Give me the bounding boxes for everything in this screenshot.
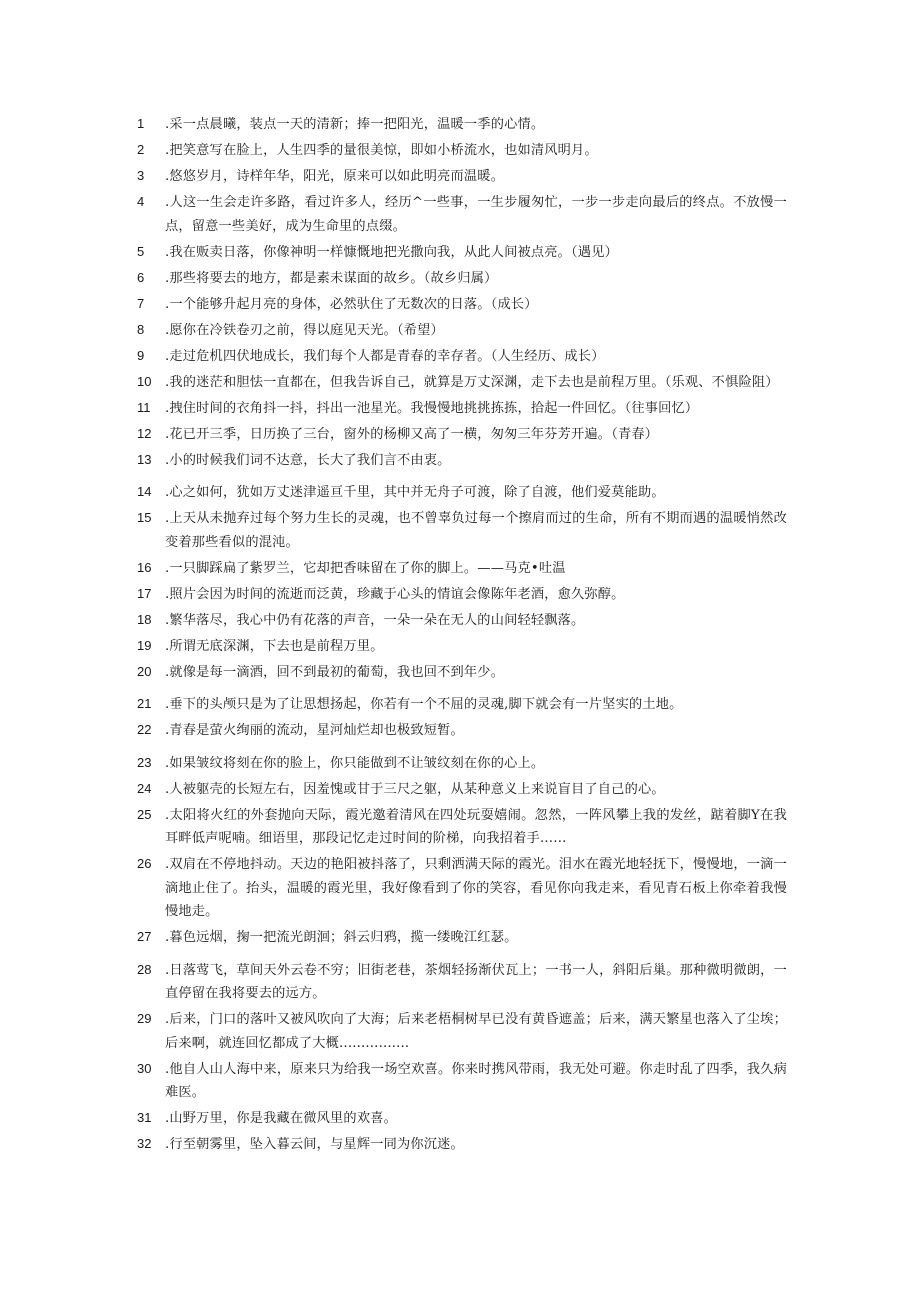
list-item	[137, 318, 787, 343]
item-number: 16	[137, 559, 152, 575]
item-text: .繁华落尽，我心中仍有花落的声音，一朵一朵在无人的山间轻轻飘落。	[165, 612, 585, 628]
item-text: .照片会因为时间的流逝而泛黄，珍藏于心头的情谊会像陈年老酒，愈久弥醇。	[165, 586, 625, 602]
item-number: 4	[137, 194, 145, 209]
item-text: .垂下的头颅只是为了让思想扬起，你若有一个不屈的灵魂,脚下就会有一片坚实的土地。	[165, 697, 683, 712]
item-number: 29	[137, 1011, 152, 1026]
item-number: 6	[137, 269, 145, 285]
item-number: 19	[137, 637, 152, 653]
item-text: .太阳将火红的外套抛向天际，霞光邀着清风在四处玩耍嬉闹。忽然，一阵风攀上我的发丝，踮着脚Y在我耳畔低声呢喃。细语里，那段记忆走过时间的阶梯，向我招着手……	[165, 807, 787, 846]
item-number: 28	[137, 961, 152, 977]
item-text: .青春是萤火绚丽的流动，星河灿烂却也极致短暂。	[165, 723, 464, 738]
item-text: .上天从未抛弃过每个努力生长的灵魂，也不曾辜负过每一个擦肩而过的生命，所有不期而遇的温暖悄然改变着那些看似的混沌。	[165, 511, 787, 550]
item-number: 12	[137, 425, 152, 441]
list-item	[137, 556, 787, 581]
item-text: .我在贩卖日落，你像神明一样慷慨地把光撒向我，从此人间被点亮。（遇见）	[165, 244, 618, 260]
item-number: 31	[137, 1110, 152, 1125]
list-item	[137, 582, 787, 607]
item-number: 14	[137, 484, 152, 499]
item-number: 13	[137, 451, 152, 467]
item-text: .心之如何，犹如万丈迷津遥亘千里，其中并无舟子可渡，除了自渡，他们爱莫能助。	[165, 485, 665, 500]
item-number: 23	[137, 754, 152, 770]
list-item	[137, 692, 787, 717]
list-item	[137, 718, 787, 743]
quote-list	[137, 112, 787, 1158]
list-item	[137, 608, 787, 633]
item-text: .双肩在不停地抖动。天边的艳阳被抖落了，只剩洒满天际的霞光。泪水在霞光地轻抚下，慢慢地，一滴一滴地止住了。抬头，温暖的霞光里，我好像看到了你的笑容，看见你向我走来，看见青石板上你牵着我慢慢地走。	[165, 857, 787, 919]
list-item	[137, 240, 787, 265]
item-text: .一只脚踩扁了紫罗兰，它却把香味留在了你的脚上。——马克•吐温	[165, 560, 566, 576]
item-number: 24	[137, 780, 152, 796]
item-text: .如果皱纹将刻在你的脸上，你只能做到不让皱纹刻在你的心上。	[165, 755, 545, 771]
list-item	[137, 422, 787, 447]
list-item	[137, 1132, 787, 1157]
item-text: .行至朝雾里，坠入暮云间，与星辉一同为你沉迷。	[165, 1137, 464, 1152]
item-text: .拽住时间的衣角抖一抖，抖出一池星光。我慢慢地挑挑拣拣，拾起一件回忆。（往事回忆）	[165, 400, 699, 416]
item-text: .暮色远烟，掬一把流光朗洄；斜云归鸦，揽一缕晚江红瑟。	[165, 930, 518, 945]
item-number: 22	[137, 722, 152, 737]
list-item	[137, 852, 787, 924]
item-text: .采一点晨曦，装点一天的清新；捧一把阳光，温暖一季的心情。	[165, 117, 545, 132]
item-number: 27	[137, 929, 152, 944]
list-item	[137, 925, 787, 950]
item-text: .把笑意写在脸上，人生四季的量很美惊，即如小桥流水，也如清风明月。	[165, 143, 598, 158]
item-text: .日落莺飞，草间天外云卷不穷；旧街老巷，茶烟轻扬渐伏瓦上；一书一人，斜阳后巢。那种微明微朗，一直停留在我将要去的远方。	[165, 962, 787, 1001]
item-text: .人被躯壳的长短左右，因羞愧或甘于三尺之躯，从某种意义上来说盲目了自己的心。	[165, 781, 665, 797]
list-item	[137, 1106, 787, 1131]
item-text: .我的迷茫和胆怯一直都在，但我告诉自己，就算是万丈深渊，走下去也是前程万里。（乐观、不惧险阻）	[165, 374, 779, 390]
list-item	[137, 448, 787, 473]
list-item	[137, 634, 787, 659]
item-number: 18	[137, 611, 152, 627]
list-item	[137, 480, 787, 505]
list-item	[137, 777, 787, 802]
item-text: .所谓无底深渊，下去也是前程万里。	[165, 638, 384, 654]
item-number: 15	[137, 510, 152, 525]
list-item	[137, 190, 787, 238]
item-number: 11	[137, 399, 151, 415]
list-item	[137, 751, 787, 776]
item-number: 9	[137, 347, 145, 363]
item-number: 10	[137, 373, 152, 389]
item-number: 26	[137, 856, 152, 871]
item-number: 7	[137, 295, 145, 311]
item-text: .后来，门口的落叶又被风吹向了大海；后来老梧桐树早已没有黄昏遮盖；后来，满天繁星也落入了尘埃；后来啊，就连回忆都成了大概................	[165, 1012, 787, 1051]
item-number: 2	[137, 142, 145, 157]
list-item	[137, 660, 787, 685]
item-text: .就像是每一滴酒，回不到最初的葡萄，我也回不到年少。	[165, 664, 505, 680]
item-text: .山野万里，你是我藏在微风里的欢喜。	[165, 1111, 397, 1126]
list-item	[137, 958, 787, 1006]
list-item	[137, 112, 787, 137]
item-number: 8	[137, 321, 145, 337]
list-item	[137, 1007, 787, 1055]
list-item	[137, 1057, 787, 1105]
list-item	[137, 164, 787, 189]
item-text: .走过危机四伏地成长，我们每个人都是青春的幸存者。（人生经历、成长）	[165, 348, 605, 364]
list-item	[137, 344, 787, 369]
item-number: 21	[137, 696, 152, 711]
list-item	[137, 370, 787, 395]
item-number: 30	[137, 1060, 152, 1076]
item-text: .花已开三季，日历换了三台，窗外的杨柳又高了一横，匆匆三年芬芳开遍。（青春）	[165, 426, 659, 442]
item-number: 17	[137, 585, 152, 601]
list-item	[137, 138, 787, 163]
list-item	[137, 292, 787, 317]
item-number: 20	[137, 663, 152, 679]
item-text: .那些将要去的地方，都是素未谋面的故乡。（故乡归属）	[165, 270, 498, 286]
item-number: 25	[137, 806, 152, 822]
list-item	[137, 266, 787, 291]
list-item	[137, 803, 787, 851]
list-item	[137, 506, 787, 554]
item-number: 1	[137, 116, 145, 131]
item-text: .小的时候我们词不达意，长大了我们言不由衷。	[165, 452, 451, 468]
item-number: 32	[137, 1136, 152, 1151]
item-number: 5	[137, 243, 145, 259]
item-text: .愿你在冷铁卷刃之前，得以庭见天光。（希望）	[165, 322, 444, 338]
item-text: .一个能够升起月亮的身体，必然驮住了无数次的日落。（成长）	[165, 296, 538, 312]
item-text: .他自人山人海中来，原来只为给我一场空欢喜。你来时携风带雨，我无处可避。你走时乱了四季，我久病难医。	[165, 1061, 787, 1100]
list-item	[137, 396, 787, 421]
item-text: .人这一生会走许多路，看过许多人，经历^一些事，一生步履匆忙，一步一步走向最后的终点。不放慢一点，留意一些美好，成为生命里的点缀。	[165, 195, 787, 234]
item-text: .悠悠岁月，诗样年华，阳光，原来可以如此明亮而温暖。	[165, 169, 505, 184]
item-number: 3	[137, 168, 145, 183]
